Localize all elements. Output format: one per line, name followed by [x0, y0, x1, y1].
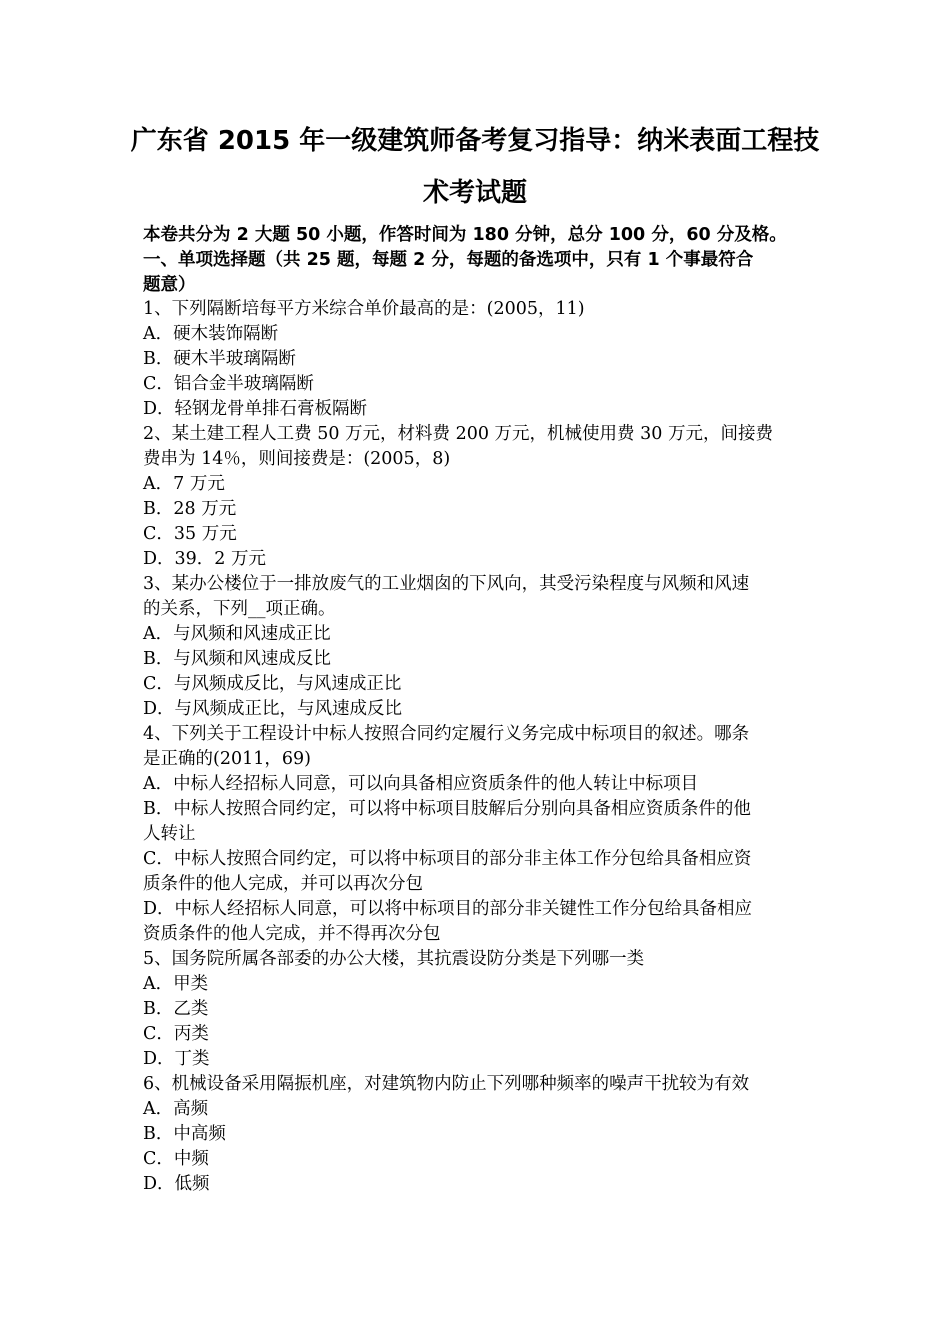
question-item — [143, 297, 813, 422]
question-stem-line: 费串为 14％，则间接费是：(2005，8) — [143, 449, 451, 469]
answer-option-line: C．35 万元 — [143, 524, 237, 544]
answer-option — [143, 647, 813, 672]
answer-option-line: B．硬木半玻璃隔断 — [143, 349, 296, 369]
answer-option — [143, 972, 813, 997]
question-stem — [143, 297, 813, 322]
section-heading-line-1: 一、单项选择题（共 25 题，每题 2 分，每题的备选项中，只有 1 个事最符合 — [143, 250, 754, 270]
answer-option-line: A．7 万元 — [143, 474, 225, 494]
question-stem — [143, 947, 813, 972]
question-stem-line: 2、某土建工程人工费 50 万元，材料费 200 万元，机械使用费 30 万元，间接费 — [143, 424, 773, 444]
answer-option — [143, 672, 813, 697]
question-item — [143, 947, 813, 1072]
answer-option-line: 人转让 — [143, 824, 196, 844]
question-stem-line: 的关系，下列__项正确。 — [143, 599, 336, 619]
answer-option — [143, 897, 813, 947]
answer-option-line: B．中标人按照合同约定，可以将中标项目肢解后分别向具备相应资质条件的他 — [143, 799, 751, 819]
answer-option — [143, 372, 813, 397]
section-heading-line-2: 题意） — [143, 275, 196, 295]
answer-option — [143, 1147, 813, 1172]
answer-option-line: B．中高频 — [143, 1124, 226, 1144]
answer-option — [143, 997, 813, 1022]
answer-option — [143, 347, 813, 372]
answer-option-line: B．与风频和风速成反比 — [143, 649, 331, 669]
answer-option-line: D．丁类 — [143, 1049, 210, 1069]
question-stem-line: 1、下列隔断培每平方米综合单价最高的是：(2005，11) — [143, 299, 585, 319]
exam-intro — [143, 223, 813, 298]
answer-option — [143, 797, 813, 847]
question-stem-line: 3、某办公楼位于一排放废气的工业烟囱的下风向，其受污染程度与风频和风速 — [143, 574, 750, 594]
answer-option-line: A．甲类 — [143, 974, 209, 994]
answer-option-line: A．高频 — [143, 1099, 209, 1119]
answer-option — [143, 697, 813, 722]
answer-option-line: 资质条件的他人完成，并不得再次分包 — [143, 924, 441, 944]
answer-option — [143, 1047, 813, 1072]
answer-option-line: C．中频 — [143, 1149, 209, 1169]
answer-option-line: 质条件的他人完成，并可以再次分包 — [143, 874, 423, 894]
answer-option — [143, 497, 813, 522]
answer-option-line: B．28 万元 — [143, 499, 237, 519]
answer-option — [143, 522, 813, 547]
answer-option-line: C．铝合金半玻璃隔断 — [143, 374, 314, 394]
question-stem-line: 6、机械设备采用隔振机座，对建筑物内防止下列哪种频率的噪声干扰较为有效 — [143, 1074, 750, 1094]
answer-option — [143, 772, 813, 797]
answer-option-line: C．与风频成反比，与风速成正比 — [143, 674, 402, 694]
answer-option — [143, 1122, 813, 1147]
answer-option — [143, 472, 813, 497]
question-stem-line: 4、下列关于工程设计中标人按照合同约定履行义务完成中标项目的叙述。哪条 — [143, 724, 750, 744]
answer-option — [143, 397, 813, 422]
answer-option-line: D．轻钢龙骨单排石膏板隔断 — [143, 399, 368, 419]
question-stem — [143, 572, 813, 622]
answer-option-line: A．硬木装饰隔断 — [143, 324, 279, 344]
answer-option-line: C．丙类 — [143, 1024, 209, 1044]
question-list — [143, 297, 813, 1197]
page-title-line-2: 术考试题 — [422, 178, 527, 208]
question-stem-line: 是正确的(2011，69) — [143, 749, 311, 769]
question-item — [143, 422, 813, 572]
question-stem — [143, 722, 813, 772]
question-item — [143, 572, 813, 722]
answer-option-line: D．39．2 万元 — [143, 549, 266, 569]
question-stem — [143, 1072, 813, 1097]
question-stem-line: 5、国务院所属各部委的办公大楼，其抗震设防分类是下列哪一类 — [143, 949, 645, 969]
answer-option-line: D．与风频成正比，与风速成反比 — [143, 699, 403, 719]
answer-option — [143, 322, 813, 347]
exam-summary: 本卷共分为 2 大题 50 小题，作答时间为 180 分钟，总分 100 分，60 分及格。 — [143, 225, 787, 245]
answer-option-line: B．乙类 — [143, 999, 209, 1019]
answer-option — [143, 847, 813, 897]
answer-option — [143, 1097, 813, 1122]
answer-option-line: D．中标人经招标人同意，可以将中标项目的部分非关键性工作分包给具备相应 — [143, 899, 753, 919]
answer-option-line: D．低频 — [143, 1174, 210, 1194]
answer-option — [143, 1022, 813, 1047]
answer-option-line: A．中标人经招标人同意，可以向具备相应资质条件的他人转让中标项目 — [143, 774, 699, 794]
question-item — [143, 1072, 813, 1197]
answer-option-line: A．与风频和风速成正比 — [143, 624, 331, 644]
question-stem — [143, 422, 813, 472]
answer-option-line: C．中标人按照合同约定，可以将中标项目的部分非主体工作分包给具备相应资 — [143, 849, 752, 869]
answer-option — [143, 547, 813, 572]
question-item — [143, 722, 813, 947]
page-title-line-1: 广东省 2015 年一级建筑师备考复习指导：纳米表面工程技 — [130, 126, 820, 156]
answer-option — [143, 1172, 813, 1197]
answer-option — [143, 622, 813, 647]
